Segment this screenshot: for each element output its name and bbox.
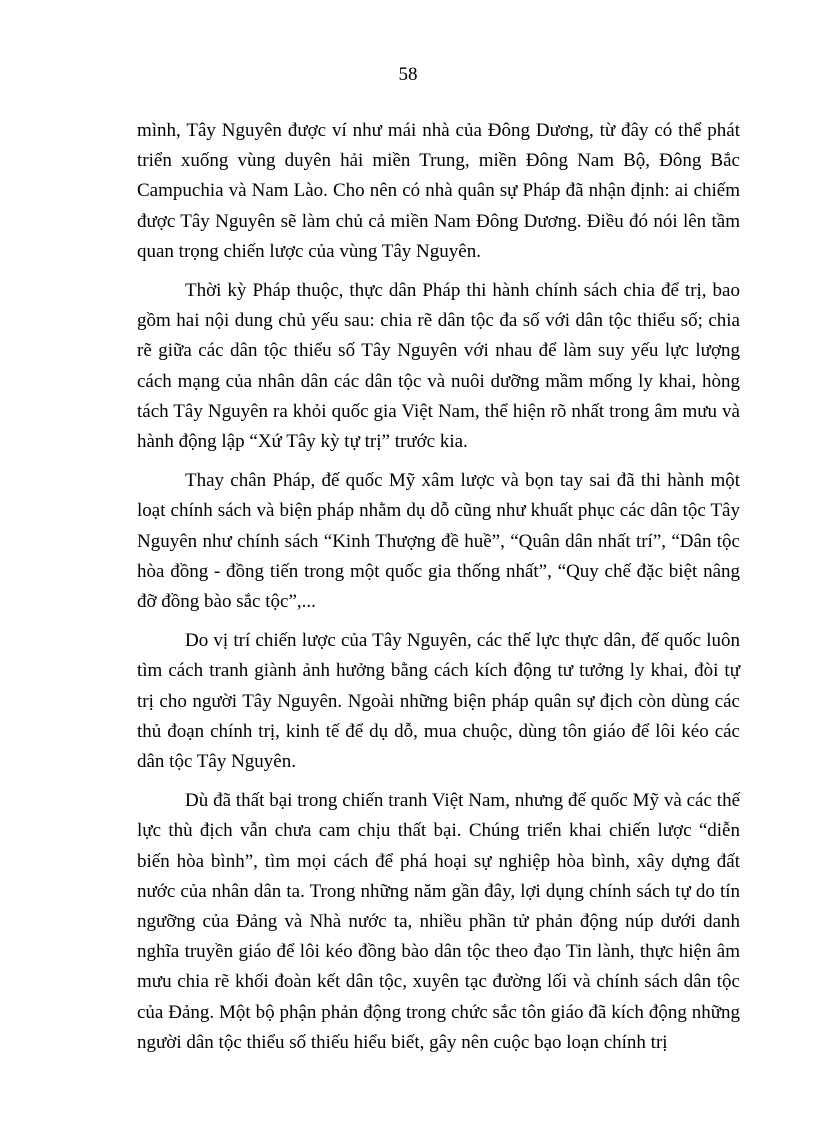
paragraph-4: Do vị trí chiến lược của Tây Nguyên, các thế lực thực dân, đế quốc luôn tìm cách tranh giành ảnh hưởng bằng cách kích động tư tưởng ly khai, đòi tự trị cho người Tây Nguyên. Ngoài những biện pháp quân sự địch còn dùng các thủ đoạn chính trị, kinh tế để dụ dỗ, mua chuộc, dùng tôn giáo để lôi kéo các dân tộc Tây Nguyên. bbox=[137, 630, 740, 773]
page-number: 58 bbox=[398, 64, 418, 85]
body-text bbox=[137, 116, 740, 1067]
paragraph-2: Thời kỳ Pháp thuộc, thực dân Pháp thi hành chính sách chia để trị, bao gồm hai nội dung chủ yếu sau: chia rẽ dân tộc đa số với dân tộc thiểu số; chia rẽ giữa các dân tộc thiểu số Tây Nguyên với nhau để làm suy yếu lực lượng cách mạng của nhân dân các dân tộc và nuôi dưỡng mầm mống ly khai, hòng tách Tây Nguyên ra khỏi quốc gia Việt Nam, thể hiện rõ nhất trong âm mưu và hành động lập “Xứ Tây kỳ tự trị” trước kia. bbox=[137, 280, 740, 453]
paragraph-5: Dù đã thất bại trong chiến tranh Việt Nam, nhưng đế quốc Mỹ và các thế lực thù địch vẫn chưa cam chịu thất bại. Chúng triển khai chiến lược “diễn biến hòa bình”, tìm mọi cách để phá hoại sự nghiệp hòa bình, xây dựng đất nước của nhân dân ta. Trong những năm gần đây, lợi dụng chính sách tự do tín ngưỡng của Đảng và Nhà nước ta, nhiều phần tử phản động núp dưới danh nghĩa truyền giáo để lôi kéo đồng bào dân tộc theo đạo Tin lành, thực hiện âm mưu chia rẽ khối đoàn kết dân tộc, xuyên tạc đường lối và chính sách dân tộc của Đảng. Một bộ phận phản động trong chức sắc tôn giáo đã kích động những người dân tộc thiểu số thiếu hiểu biết, gây nên cuộc bạo loạn chính trị bbox=[137, 790, 740, 1053]
paragraph-3: Thay chân Pháp, đế quốc Mỹ xâm lược và bọn tay sai đã thi hành một loạt chính sách và biện pháp nhằm dụ dỗ cũng như khuất phục các dân tộc Tây Nguyên như chính sách “Kinh Thượng đề huề”, “Quân dân nhất trí”, “Dân tộc hòa đồng - đồng tiến trong một quốc gia thống nhất”, “Quy chế đặc biệt nâng đỡ đồng bào sắc tộc”,... bbox=[137, 470, 740, 613]
paragraph-1: mình, Tây Nguyên được ví như mái nhà của Đông Dương, từ đây có thể phát triển xuống vùng duyên hải miền Trung, miền Đông Nam Bộ, Đông Bắc Campuchia và Nam Lào. Cho nên có nhà quân sự Pháp đã nhận định: ai chiếm được Tây Nguyên sẽ làm chủ cả miền Nam Đông Dương. Điều đó nói lên tầm quan trọng chiến lược của vùng Tây Nguyên. bbox=[137, 120, 740, 262]
